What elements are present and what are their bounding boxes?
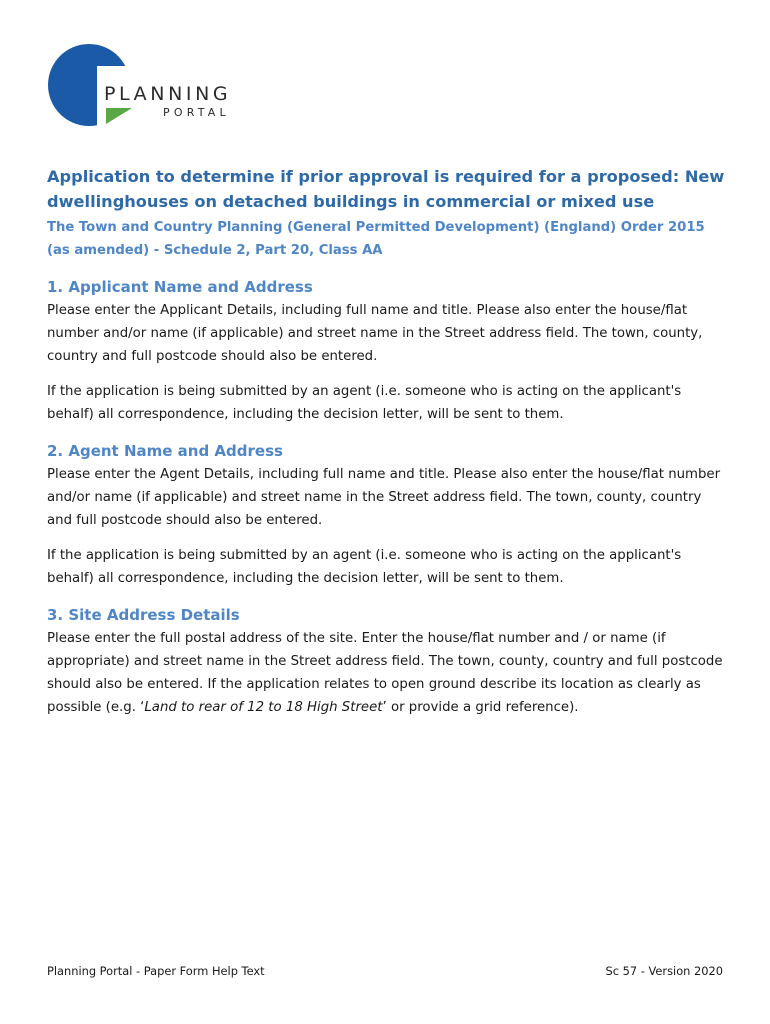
footer-version: Sc 57 - Version 2020	[605, 964, 723, 978]
section-paragraph: Please enter the Applicant Details, including full name and title. Please also enter the house/flat number and/or name (if applicable) and street name in the Street address field. The town, county, country and full postcode should also be entered.	[47, 303, 703, 364]
footer-form-name: Planning Portal - Paper Form Help Text	[47, 964, 265, 978]
document-title: Application to determine if prior approval is required for a proposed: New dwellinghouses on detached buildings in commercial or mixed use	[47, 167, 725, 211]
paragraph-text: ’ or provide a grid reference).	[382, 700, 579, 715]
logo-wordmark-planning: PLANNING	[104, 83, 232, 105]
logo-wordmark-portal: PORTAL	[163, 106, 230, 119]
section-heading: 1. Applicant Name and Address	[47, 278, 313, 296]
section-paragraph	[47, 627, 727, 719]
planning-portal-logo	[48, 44, 248, 134]
section-heading: 2. Agent Name and Address	[47, 442, 283, 460]
section-site-address	[47, 604, 727, 719]
example-address-text: Land to rear of 12 to 18 High Street	[144, 700, 383, 715]
document-body	[47, 164, 727, 719]
section-agent	[47, 440, 727, 590]
document-subtitle: The Town and Country Planning (General Permitted Development) (England) Order 2015 (as amended) - Schedule 2, Part 20, Class AA	[47, 220, 705, 258]
section-paragraph: Please enter the Agent Details, including full name and title. Please also enter the house/flat number and/or name (if applicable) and street name in the Street address field. The town, county, country and full postcode should also be entered.	[47, 467, 721, 528]
section-paragraph: If the application is being submitted by an agent (i.e. someone who is acting on the applicant's behalf) all correspondence, including the decision letter, will be sent to them.	[47, 548, 682, 586]
section-heading: 3. Site Address Details	[47, 606, 240, 624]
section-paragraph: If the application is being submitted by an agent (i.e. someone who is acting on the applicant's behalf) all correspondence, including the decision letter, will be sent to them.	[47, 384, 682, 422]
paragraph-text: Please enter the full postal address of the site. Enter the house/flat number and / or name (if appropriate) and street name in the Street address field. The town, county, country and full postcode should also be entered. If the application relates to open ground describe its location as clearly as possible (e.g. ‘	[47, 631, 723, 715]
section-applicant	[47, 276, 727, 426]
